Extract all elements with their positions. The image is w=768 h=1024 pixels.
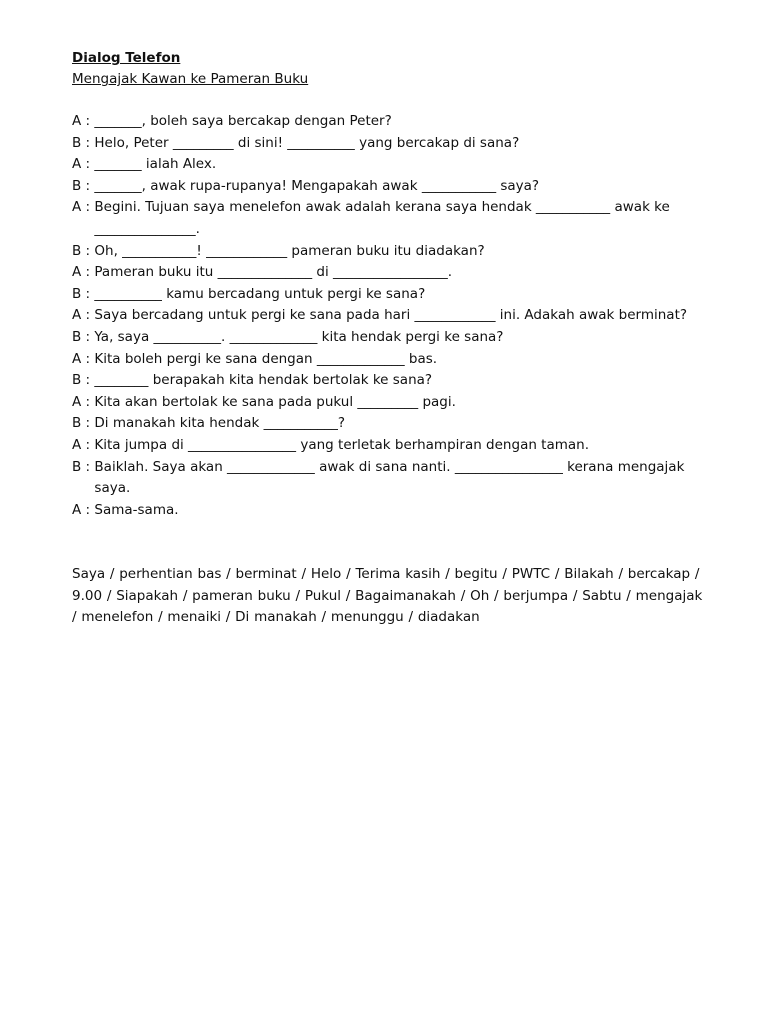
dialog-text: Pameran buku itu ______________ di _________________.	[94, 264, 453, 281]
dialog-line	[72, 241, 702, 263]
dialog-text: Kita boleh pergi ke sana dengan _____________ bas.	[94, 350, 438, 367]
dialog-line	[72, 111, 702, 133]
dialog-line	[72, 435, 702, 457]
speaker-separator: :	[81, 307, 95, 324]
dialog-speaker: B	[72, 134, 82, 151]
speaker-separator: :	[81, 177, 95, 194]
speaker-separator: :	[81, 134, 95, 151]
dialog-line	[72, 370, 702, 392]
dialog-text: Sama-sama.	[94, 501, 179, 518]
dialog-speaker: A	[72, 350, 82, 367]
speaker-separator: :	[81, 415, 95, 432]
dialog-speaker: A	[72, 436, 82, 453]
speaker-separator: :	[81, 458, 95, 475]
dialog-text: __________ kamu bercadang untuk pergi ke sana?	[94, 285, 426, 302]
dialog-speaker: A	[72, 113, 82, 129]
word-bank: Saya / perhentian bas / berminat / Helo / Terima kasih / begitu / PWTC / Bilakah / bercakap / 9.00 / Siapakah / pameran buku / Pukul / Bagaimanakah / Oh / berjumpa / Sabtu / mengajak / menelefon / menaiki / Di manakah / menunggu / diadakan	[72, 566, 703, 626]
speaker-separator: :	[81, 436, 95, 453]
dialog-speaker: A	[72, 156, 82, 173]
dialog-line	[72, 262, 702, 284]
dialog-speaker: B	[72, 285, 82, 302]
speaker-separator: :	[81, 350, 95, 367]
speaker-separator: :	[81, 285, 95, 302]
worksheet-page	[72, 48, 702, 629]
dialog-line	[72, 176, 702, 198]
dialog-speaker: B	[72, 177, 82, 194]
dialog-speaker: A	[72, 307, 82, 324]
dialog-text: Begini. Tujuan saya menelefon awak adalah kerana saya hendak ___________ awak ke _______________.	[94, 199, 675, 237]
speaker-separator: :	[81, 199, 95, 216]
dialog-line	[72, 305, 702, 327]
dialog-text: Kita akan bertolak ke sana pada pukul _________ pagi.	[94, 393, 456, 410]
speaker-separator: :	[81, 328, 95, 345]
dialog-text: _______ ialah Alex.	[94, 156, 217, 173]
dialog-text: Kita jumpa di ________________ yang terletak berhampiran dengan taman.	[94, 436, 590, 453]
dialog-speaker: A	[72, 501, 82, 518]
speaker-separator: :	[81, 372, 95, 389]
dialog-line	[72, 284, 702, 306]
document-subtitle: Mengajak Kawan ke Pameran Buku	[72, 71, 309, 87]
dialog-speaker: B	[72, 242, 82, 259]
dialog-speaker: A	[72, 264, 82, 281]
dialog-speaker: B	[72, 415, 82, 432]
speaker-separator: :	[81, 501, 95, 518]
dialog-text: _______, boleh saya bercakap dengan Peter?	[94, 113, 392, 129]
dialog-text: Oh, ___________! ____________ pameran buku itu diadakan?	[94, 242, 485, 259]
speaker-separator: :	[81, 393, 95, 410]
dialog-line	[72, 392, 702, 414]
dialog-text: Saya bercadang untuk pergi ke sana pada hari ____________ ini. Adakah awak berminat?	[94, 307, 688, 324]
speaker-separator: :	[81, 156, 95, 173]
dialog-line	[72, 197, 702, 240]
dialog-line	[72, 327, 702, 349]
dialog-list	[72, 111, 702, 521]
dialog-speaker: B	[72, 328, 82, 345]
dialog-speaker: B	[72, 458, 82, 475]
dialog-line	[72, 133, 702, 155]
dialog-speaker: A	[72, 393, 82, 410]
dialog-line	[72, 413, 702, 435]
dialog-text: _______, awak rupa-rupanya! Mengapakah awak ___________ saya?	[94, 177, 540, 194]
dialog-line	[72, 457, 702, 500]
speaker-separator: :	[81, 264, 95, 281]
dialog-line	[72, 500, 702, 522]
dialog-line	[72, 154, 702, 176]
speaker-separator: :	[81, 113, 95, 129]
document-title: Dialog Telefon	[72, 50, 181, 66]
dialog-line	[72, 349, 702, 371]
dialog-text: Ya, saya __________. _____________ kita hendak pergi ke sana?	[94, 328, 504, 345]
dialog-text: Baiklah. Saya akan _____________ awak di sana nanti. ________________ kerana mengajak saya.	[94, 458, 689, 497]
dialog-text: Helo, Peter _________ di sini! __________ yang bercakap di sana?	[94, 134, 520, 151]
dialog-text: ________ berapakah kita hendak bertolak ke sana?	[94, 372, 433, 389]
speaker-separator: :	[81, 242, 95, 259]
dialog-text: Di manakah kita hendak ___________?	[94, 415, 346, 432]
dialog-speaker: B	[72, 372, 82, 389]
dialog-speaker: A	[72, 199, 82, 216]
